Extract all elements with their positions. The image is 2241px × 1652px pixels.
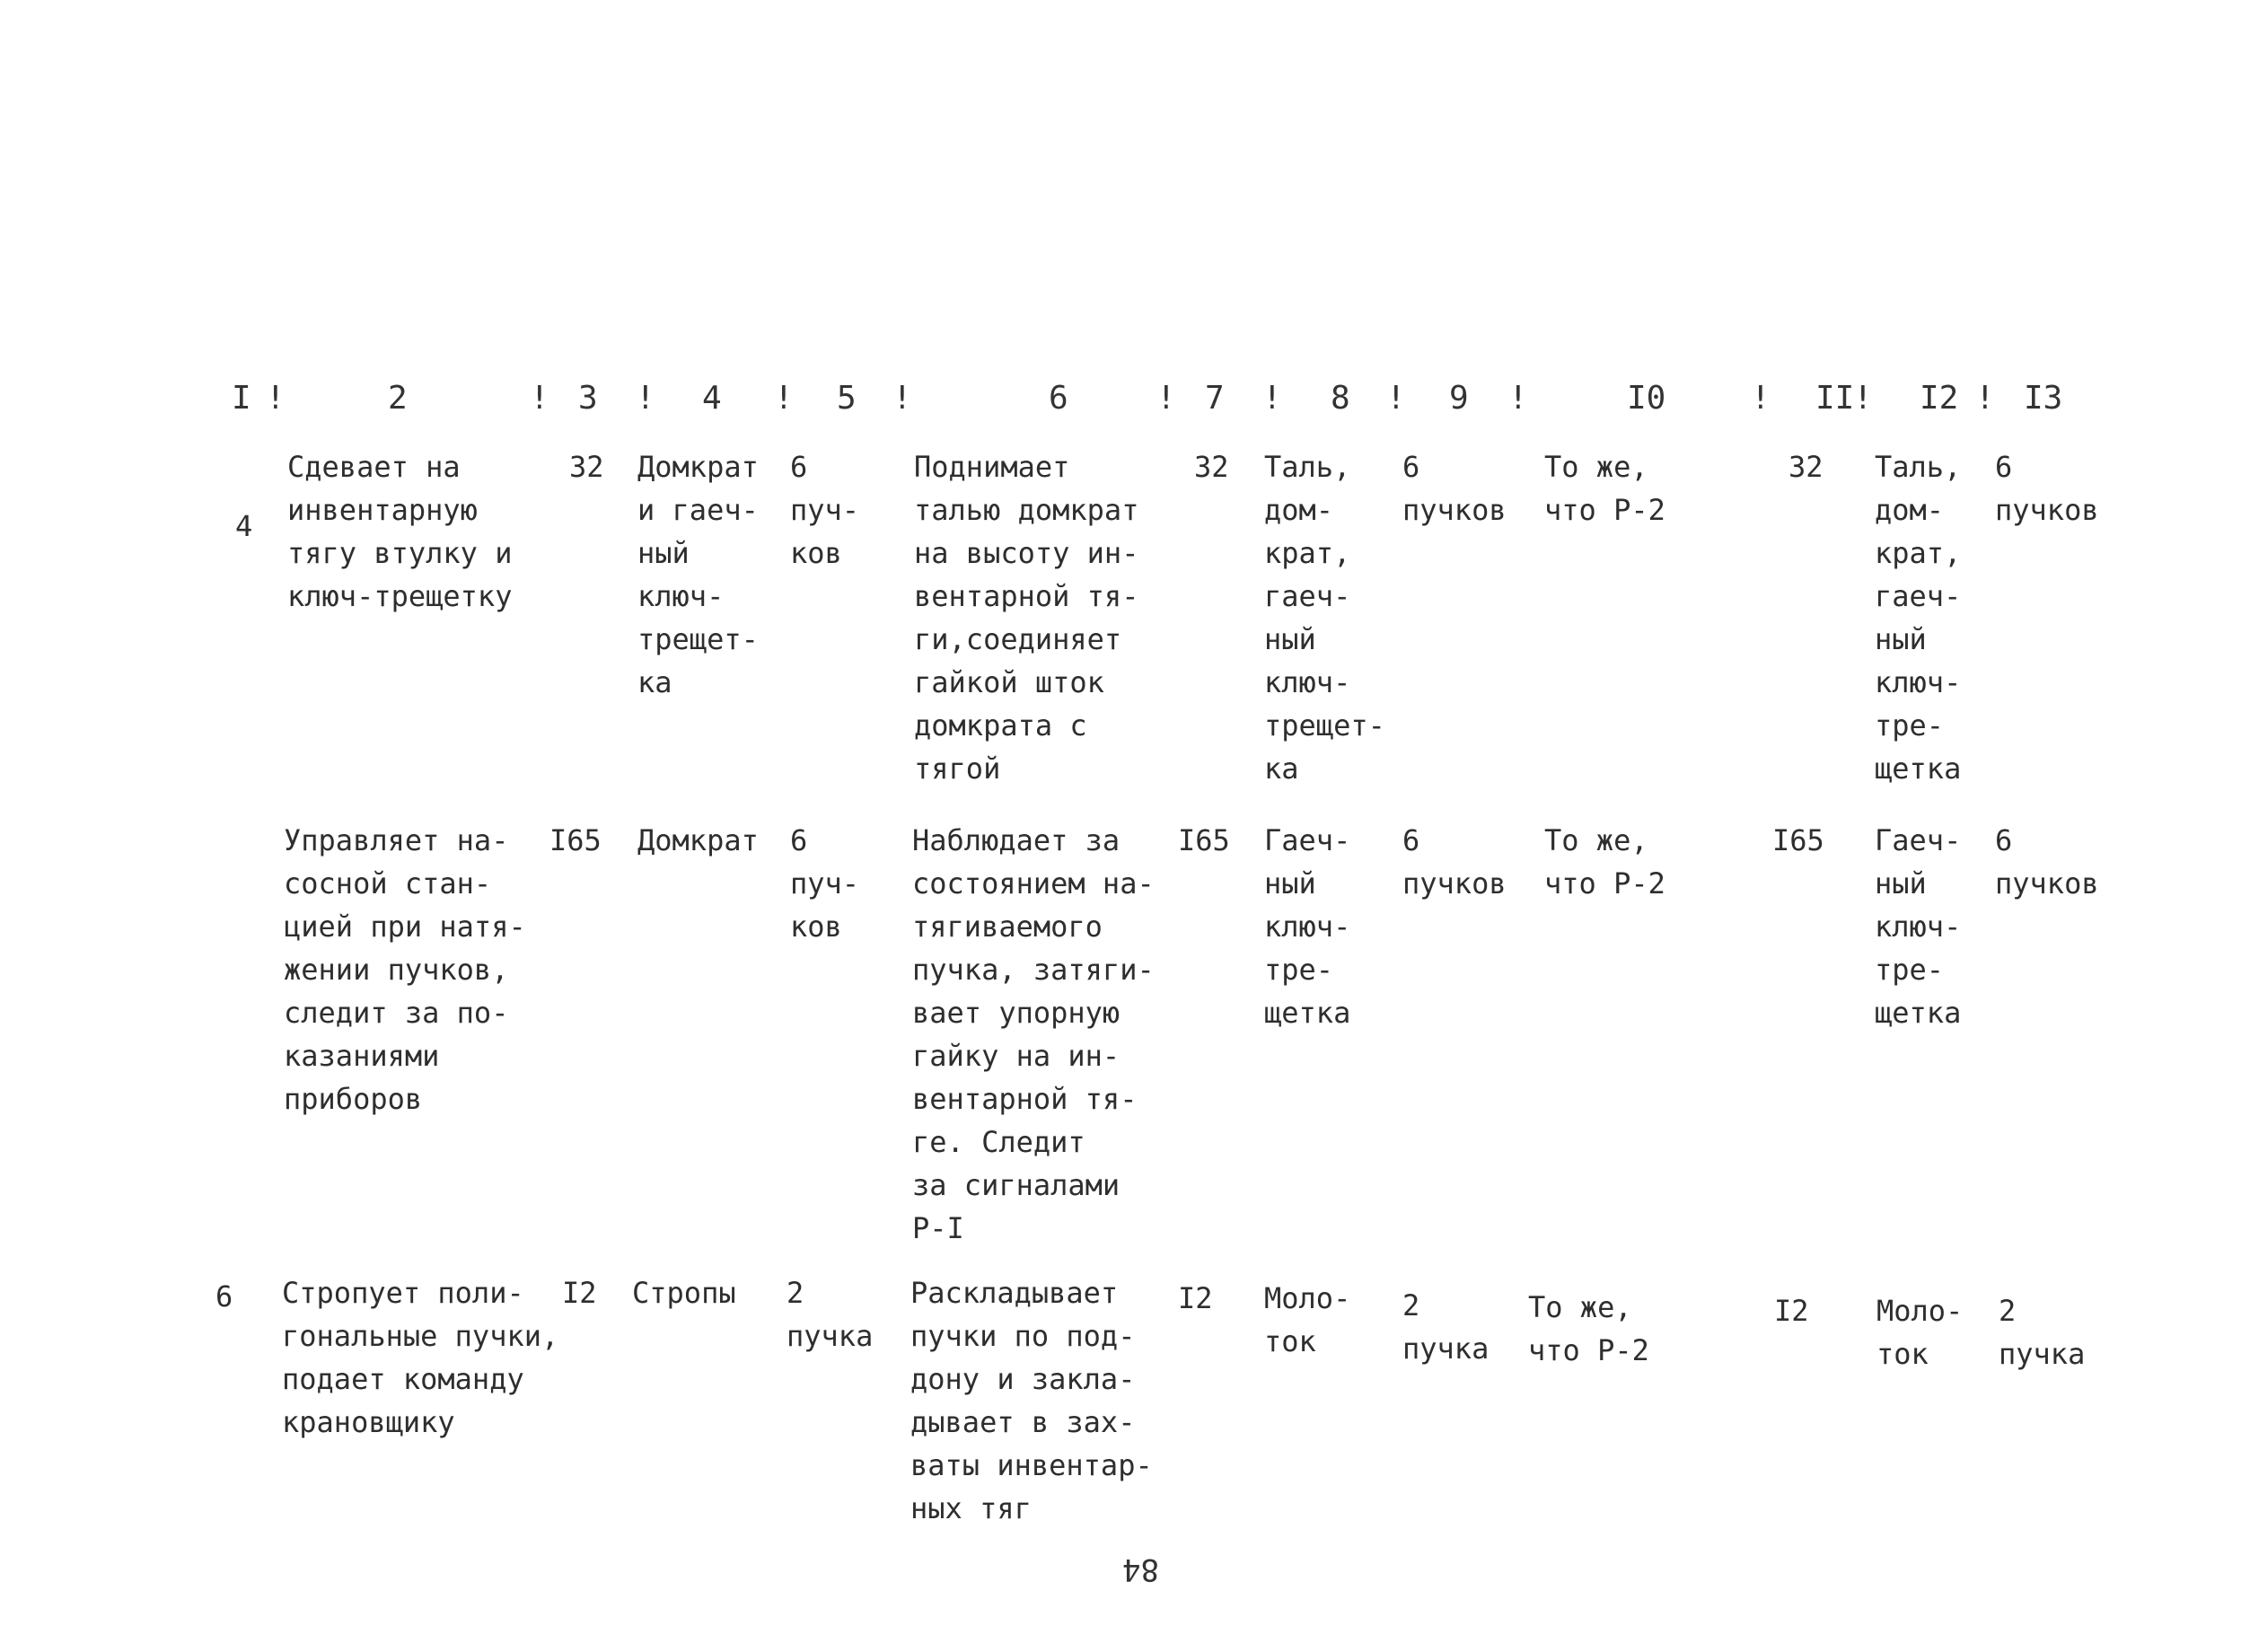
cell-tools: Гаеч- ный ключ- тре- щетка <box>1875 823 1962 1030</box>
cell-tools: Таль, дом- крат, гаеч- ный ключ- трещет- ка <box>1264 450 1385 786</box>
header-sep: ! <box>1508 380 1528 417</box>
cell-quantity: 2 пучка <box>787 1276 874 1353</box>
header-col-1: I <box>232 380 251 417</box>
header-col-4: 4 <box>702 380 722 417</box>
cell-operation: Стропует поли- гональные пучки, подает команду крановщику <box>282 1276 559 1439</box>
cell-operation: То же, что Р-2 <box>1544 823 1665 901</box>
header-col-5: 5 <box>837 380 857 417</box>
header-col-2: 2 <box>388 380 408 417</box>
cell-time: I2 <box>1774 1294 1809 1328</box>
cell-time: 32 <box>569 450 604 484</box>
header-sep: ! <box>1751 380 1771 417</box>
cell-tools: Домкрат и гаеч- ный ключ- трещет- ка <box>637 450 759 699</box>
header-col-7: 7 <box>1205 380 1225 417</box>
header-col-13: I3 <box>2024 380 2063 417</box>
cell-time: I65 <box>1178 823 1230 857</box>
cell-quantity: 6 пучков <box>1995 823 2099 901</box>
cell-tools: Стропы <box>632 1276 736 1310</box>
cell-time: I2 <box>1178 1281 1213 1315</box>
cell-operation: Наблюдает за состоянием на- тягиваемого пучка, затяги- вает упорную гайку на ин- вентарной тя- ге. Следит за сигналами Р-I <box>912 823 1155 1245</box>
header-col-11: II <box>1815 380 1855 417</box>
cell-time: 32 <box>1194 450 1229 484</box>
cell-time: I2 <box>562 1276 597 1310</box>
header-col-12: I2 <box>1920 380 1959 417</box>
cell-tools: Таль, дом- крат, гаеч- ный ключ- тре- щетка <box>1875 450 1962 786</box>
cell-time: I65 <box>549 823 602 857</box>
cell-quantity: 6 пуч- ков <box>790 450 860 570</box>
cell-operation: Управляет на- сосной стан- цией при натя- жении пучков, следит за по- казаниями приборов <box>284 823 526 1116</box>
header-sep: ! <box>892 380 912 417</box>
header-sep: ! <box>1386 380 1406 417</box>
cell-quantity: 6 пучков <box>1402 450 1507 527</box>
header-col-6: 6 <box>1049 380 1068 417</box>
header-sep: ! <box>1262 380 1282 417</box>
header-sep: ! <box>530 380 549 417</box>
page-number: 84 <box>1122 1551 1159 1587</box>
header-sep: ! <box>1853 380 1873 417</box>
row-number: 4 <box>235 509 253 543</box>
cell-tools: Гаеч- ный ключ- тре- щетка <box>1264 823 1351 1030</box>
cell-time: I65 <box>1772 823 1824 857</box>
header-sep: ! <box>266 380 286 417</box>
header-sep: ! <box>774 380 794 417</box>
cell-quantity: 6 пучков <box>1402 823 1507 901</box>
cell-operation: Сдевает на инвентарную тягу втулку и ключ-трещетку <box>287 450 513 613</box>
row-number: 6 <box>215 1279 233 1314</box>
cell-tools: Моло- ток <box>1264 1281 1351 1358</box>
cell-quantity: 2 пучка <box>1402 1288 1490 1366</box>
cell-quantity: 2 пучка <box>1999 1294 2086 1371</box>
cell-tools: Домкрат <box>637 823 759 857</box>
cell-operation: То же, что Р-2 <box>1544 450 1665 527</box>
header-sep: ! <box>636 380 655 417</box>
cell-tools: Моло- ток <box>1876 1294 1964 1371</box>
cell-time: 32 <box>1788 450 1824 484</box>
cell-operation: Поднимает талью домкрат на высоту ин- вентарной тя- ги,соединяет гайкой шток домкрата с тягой <box>914 450 1139 786</box>
cell-quantity: 6 пучков <box>1995 450 2099 527</box>
header-col-8: 8 <box>1331 380 1350 417</box>
header-col-3: 3 <box>578 380 598 417</box>
cell-operation: То же, что Р-2 <box>1528 1290 1649 1367</box>
cell-operation: Раскладывает пучки по под- дону и закла- дывает в зах- ваты инвентар- ных тяг <box>910 1276 1153 1525</box>
cell-quantity: 6 пуч- ков <box>790 823 860 944</box>
header-col-9: 9 <box>1449 380 1469 417</box>
header-sep: ! <box>1975 380 1995 417</box>
header-sep: ! <box>1156 380 1176 417</box>
header-col-10: I0 <box>1627 380 1666 417</box>
